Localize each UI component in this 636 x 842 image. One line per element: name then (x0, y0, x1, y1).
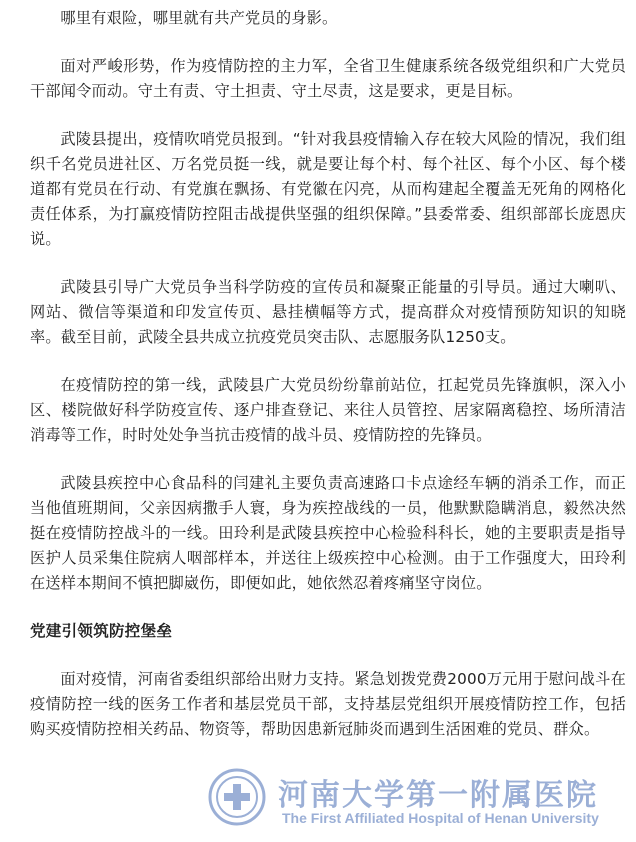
paragraph-5: 在疫情防控的第一线，武陵县广大党员纷纷靠前站位，扛起党员先锋旗帜，深入小区、楼院做好科学防疫宣传、逐户排查登记、来往人员管控、居家隔离稳控、场所清洁消毒等工作，时时处处争当抗击疫情的战斗员、疫情防控的先锋员。 (30, 376, 626, 444)
watermark-chinese-name: 河南大学第一附属医院 (278, 778, 598, 813)
paragraph-4: 武陵县引导广大党员争当科学防疫的宣传员和凝聚正能量的引导员。通过大喇叭、网站、微信等渠道和印发宣传页、悬挂横幅等方式，提高群众对疫情预防知识的知晓率。截至目前，武陵全县共成立抗疫党员突击队、志愿服务队1250支。 (30, 278, 626, 346)
article-body (30, 6, 626, 742)
hospital-watermark (200, 768, 630, 838)
paragraph-3: 武陵县提出，疫情吹哨党员报到。“针对我县疫情输入存在较大风险的情况，我们组织千名党员进社区、万名党员挺一线，就是要让每个村、每个社区、每个小区、每个楼道都有党员在行动、有党旗在飘扬、有党徽在闪亮，从而构建起全覆盖无死角的网格化责任体系，为打赢疫情防控阻击战提供坚强的组织保障。”县委常委、组织部部长庞恩庆说。 (30, 130, 626, 248)
section-heading: 党建引领筑防控堡垒 (30, 622, 173, 640)
paragraph-6: 武陵县疾控中心食品科的闫建礼主要负责高速路口卡点途经车辆的消杀工作，而正当他值班期间，父亲因病撒手人寰，身为疾控战线的一员，他默默隐瞒消息，毅然决然挺在疫情防控战斗的一线。田玲利是武陵县疾控中心检验科科长，她的主要职责是指导医护人员采集住院病人咽部样本，并送往上级疾控中心检测。由于工作强度大，田玲利在送样本期间不慎把脚崴伤，即便如此，她依然忍着疼痛坚守岗位。 (30, 474, 626, 592)
watermark-english-name: The First Affiliated Hospital of Henan University (282, 810, 599, 826)
paragraph-7: 面对疫情，河南省委组织部给出财力支持。紧急划拨党费2000万元用于慰问战斗在疫情防控一线的医务工作者和基层党员干部，支持基层党组织开展疫情防控工作，包括购买疫情防控相关药品、物资等，帮助因患新冠肺炎而遇到生活困难的党员、群众。 (30, 670, 626, 738)
paragraph-1: 哪里有艰险，哪里就有共产党员的身影。 (60, 9, 338, 27)
paragraph-2: 面对严峻形势，作为疫情防控的主力军，全省卫生健康系统各级党组织和广大党员干部闻令而动。守土有责、守土担责、守土尽责，这是要求，更是目标。 (30, 57, 626, 100)
hospital-seal-icon (208, 768, 266, 826)
